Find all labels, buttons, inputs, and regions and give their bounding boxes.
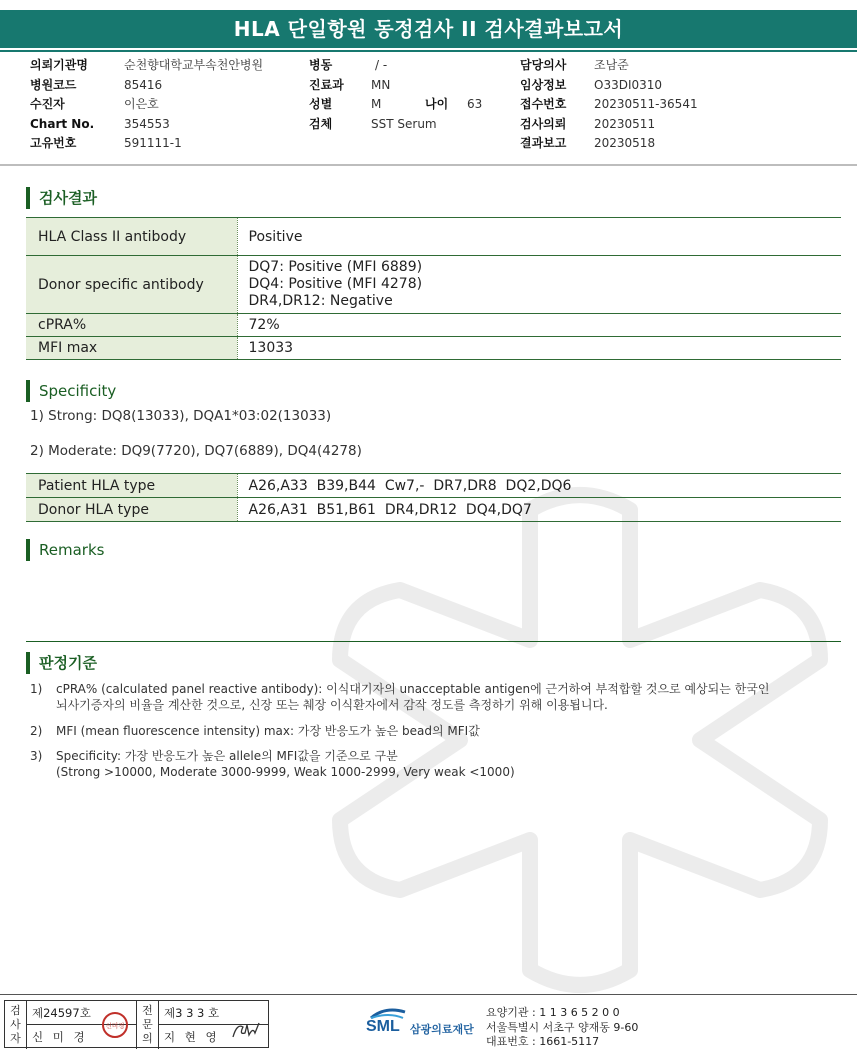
examiner-license: 제24597호	[27, 1001, 136, 1025]
info-value: 591111-1	[124, 136, 182, 150]
criteria-number: 2)	[30, 724, 43, 738]
info-row	[309, 115, 482, 135]
info-value: M	[371, 97, 382, 111]
info-row	[30, 56, 263, 76]
info-value: 순천향대학교부속천안병원	[124, 58, 264, 72]
info-value: SST Serum	[371, 116, 437, 131]
hla-type-table	[26, 473, 841, 522]
criteria-item	[30, 748, 830, 782]
info-label: Chart No.	[30, 116, 95, 131]
criteria-text: (Strong >10000, Moderate 3000-9999, Weak 1000-2999, Very weak <1000)	[56, 765, 515, 779]
info-value: 20230511-36541	[594, 97, 698, 111]
result-key: cPRA%	[26, 314, 237, 337]
footer-divider	[0, 994, 857, 995]
dsa-line: DQ7: Positive (MFI 6889)	[248, 259, 423, 275]
info-label: 검체	[309, 116, 333, 131]
info-value: 조남준	[594, 58, 629, 72]
info-value: 354553	[124, 116, 170, 131]
seal-text: 신미경	[105, 1022, 125, 1030]
contact-line: 서울특별시 서초구 양재동 9-60	[486, 1020, 639, 1034]
criteria-text: Specificity: 가장 반응도가 높은 allele의 MFI값을 기준으로 구분	[56, 749, 398, 763]
info-row	[30, 115, 263, 135]
info-value: / -	[375, 58, 388, 72]
criteria-text: MFI (mean fluorescence intensity) max: 가장 반응도가 높은 bead의 MFI값	[56, 724, 480, 738]
info-row	[520, 56, 698, 76]
info-label: 성별	[309, 97, 333, 111]
info-row	[309, 56, 482, 76]
patient-info-col2	[309, 56, 482, 134]
info-value: MN	[371, 77, 391, 92]
info-label: 담당의사	[520, 58, 567, 72]
examiner-cell	[27, 1001, 137, 1049]
table-row	[26, 218, 841, 256]
criteria-item	[30, 681, 830, 715]
result-key: Donor specific antibody	[26, 256, 237, 314]
result-value	[237, 256, 841, 314]
info-label: 의뢰기관명	[30, 58, 88, 72]
specialist-name: 지 현 영	[164, 1030, 220, 1044]
results-table	[26, 217, 841, 360]
signature-icon	[229, 1019, 263, 1043]
info-value: 이은호	[124, 97, 159, 111]
info-value: 85416	[124, 77, 163, 92]
info-row	[30, 95, 263, 115]
info-row	[520, 76, 698, 96]
info-row	[520, 115, 698, 135]
info-value: O33DI0310	[594, 77, 663, 92]
hla-value: A26,A33 B39,B44 Cw7,- DR7,DR8 DQ2,DQ6	[237, 474, 841, 498]
hla-key: Donor HLA type	[26, 498, 237, 522]
criteria-text: 뇌사기증자의 비율을 계산한 것으로, 신장 또는 췌장 이식환자에서 감작 정도를 측정하기 위해 이용됩니다.	[56, 698, 608, 712]
info-label: 고유번호	[30, 136, 77, 150]
results-heading: 검사결과	[26, 187, 97, 209]
table-row	[26, 256, 841, 314]
criteria-number: 1)	[30, 682, 43, 696]
info-value: 20230518	[594, 136, 656, 150]
seal-icon	[101, 1011, 129, 1039]
table-row	[26, 314, 841, 337]
specificity-heading: Specificity	[26, 380, 116, 402]
patient-info-col3	[520, 56, 698, 154]
contact-line: 요양기관 : 1 1 3 6 5 2 0 0	[486, 1006, 620, 1019]
result-value: Positive	[237, 218, 841, 256]
remarks-heading: Remarks	[26, 539, 104, 561]
info-divider	[0, 164, 857, 166]
info-label: 검사의뢰	[520, 116, 567, 131]
result-key: MFI max	[26, 337, 237, 360]
contact-line: 대표번호 : 1661-5117	[486, 1035, 600, 1048]
contact-info	[486, 1006, 638, 1050]
criteria-heading: 판정기준	[26, 652, 97, 674]
hla-key: Patient HLA type	[26, 474, 237, 498]
signature-box	[4, 1000, 269, 1048]
patient-info	[0, 56, 857, 166]
report-title: HLA 단일항원 동정검사 II 검사결과보고서	[0, 10, 857, 48]
info-label: 진료과	[309, 77, 344, 92]
specialist-label: 전문의	[137, 1001, 159, 1049]
dsa-line: DR4,DR12: Negative	[248, 293, 393, 309]
age-label: 나이	[425, 97, 449, 111]
info-row	[520, 95, 698, 115]
info-label: 병원코드	[30, 77, 77, 92]
info-row	[30, 76, 263, 96]
info-row	[520, 134, 698, 154]
specialist-license: 제3 3 3 호	[159, 1001, 268, 1025]
table-row	[26, 498, 841, 522]
patient-info-col1	[30, 56, 263, 154]
result-key: HLA Class II antibody	[26, 218, 237, 256]
table-row	[26, 474, 841, 498]
examiner-label: 검사자	[5, 1001, 27, 1049]
title-underline	[0, 50, 857, 52]
info-label: 수진자	[30, 97, 65, 111]
table-row	[26, 337, 841, 360]
criteria-text: cPRA% (calculated panel reactive antibody): 이식대기자의 unacceptable antigen에 근거하여 부적합할 것으로 예상되는 한국인	[56, 682, 770, 696]
report-footer	[0, 994, 857, 1063]
info-label: 결과보고	[520, 136, 567, 150]
info-label: 병동	[309, 58, 333, 72]
info-value: 20230511	[594, 116, 656, 131]
info-row	[309, 76, 482, 96]
specialist-cell	[159, 1001, 268, 1049]
criteria-item	[30, 723, 830, 741]
sml-logo-text: SML	[366, 1018, 400, 1035]
result-value: 13033	[237, 337, 841, 360]
remarks-divider	[26, 641, 841, 642]
result-value: 72%	[237, 314, 841, 337]
specificity-strong: 1) Strong: DQ8(13033), DQA1*03:02(13033)	[30, 408, 332, 424]
criteria-number: 3)	[30, 749, 43, 763]
info-label: 임상정보	[520, 77, 567, 92]
age-value: 63	[467, 97, 483, 111]
org-name: 삼광의료재단	[410, 1023, 474, 1036]
info-label: 접수번호	[520, 97, 567, 111]
info-row	[309, 95, 482, 115]
examiner-name: 신 미 경	[32, 1030, 88, 1044]
info-row	[30, 134, 263, 154]
specificity-moderate: 2) Moderate: DQ9(7720), DQ7(6889), DQ4(4278)	[30, 443, 362, 459]
hla-value: A26,A31 B51,B61 DR4,DR12 DQ4,DQ7	[237, 498, 841, 522]
dsa-line: DQ4: Positive (MFI 4278)	[248, 276, 423, 292]
